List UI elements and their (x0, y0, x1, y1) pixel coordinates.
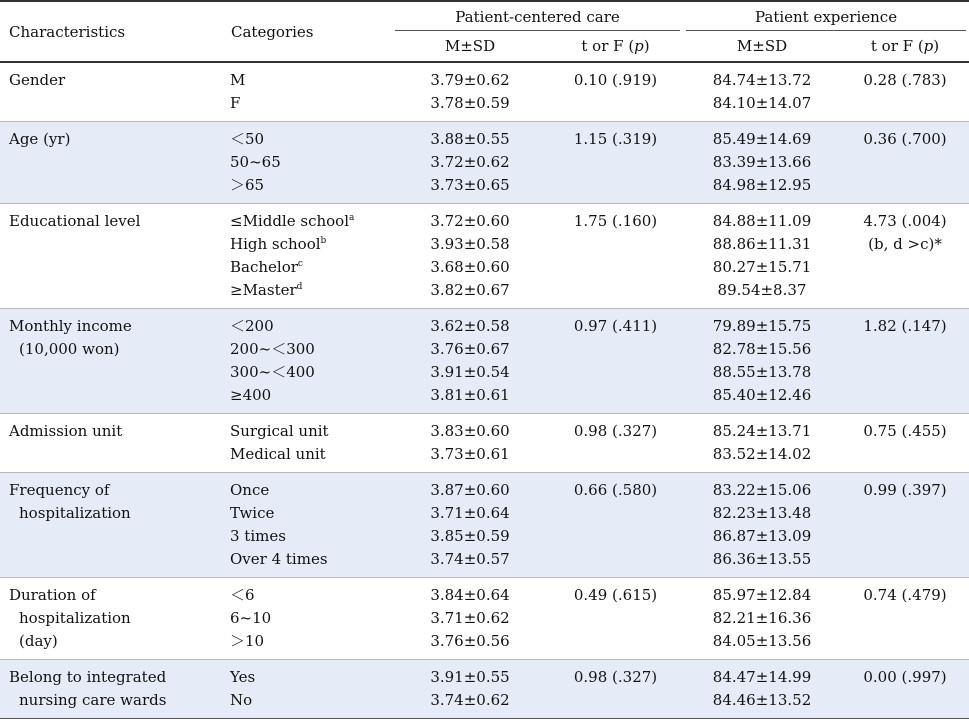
pe-stat-cell (841, 204, 969, 309)
pcc-stat-cell (548, 414, 683, 473)
cell-text: 3.91±0.54 (430, 363, 510, 381)
cell-text: nursing care wards (19, 691, 167, 709)
cell-text: Belong to integrated (9, 668, 167, 686)
pe-stat-cell (841, 414, 969, 473)
pe-stat-cell (841, 122, 969, 204)
cell-text: 84.10±14.07 (712, 94, 812, 112)
table-row (0, 309, 969, 414)
pcc-stat-cell (548, 62, 683, 122)
category-cell (222, 414, 392, 473)
table-row (0, 62, 969, 122)
pcc-msd-cell (392, 309, 548, 414)
cell-text: 6~10 (230, 609, 272, 627)
cell-text: 3.68±0.60 (430, 258, 510, 276)
cell-text: (day) (19, 632, 58, 650)
cell-text: 84.05±13.56 (712, 632, 812, 650)
pcc-stat-cell (548, 578, 683, 660)
category-superscript: d (296, 282, 303, 292)
characteristic-cell (0, 473, 222, 578)
cell-text: 200~＜300 (230, 340, 315, 358)
cell-text: 82.23±13.48 (712, 504, 812, 522)
header-pcc-stat: t or F (p) (581, 37, 650, 55)
cell-text: 85.24±13.71 (712, 422, 812, 440)
cell-text: Bachelor (230, 258, 298, 276)
cell-text: 1.75 (.160) (573, 212, 658, 230)
cell-text: 0.75 (.455) (863, 422, 947, 440)
pcc-msd-cell (392, 414, 548, 473)
cell-text: 85.97±12.84 (712, 586, 812, 604)
category-superscript: c (297, 259, 303, 269)
header-characteristics: Characteristics (9, 22, 126, 41)
header-patient-experience (683, 1, 969, 31)
cell-text: (b, d >c)* (868, 235, 942, 253)
pcc-stat-cell (548, 660, 683, 719)
cell-text: 3.76±0.67 (430, 340, 510, 358)
pe-msd-cell (683, 660, 841, 719)
cell-text: 84.98±12.95 (712, 176, 812, 194)
pe-stat-cell (841, 578, 969, 660)
cell-text: 3.72±0.60 (430, 212, 510, 230)
cell-text: 3.62±0.58 (430, 317, 510, 335)
characteristic-cell (0, 204, 222, 309)
pe-stat-cell (841, 309, 969, 414)
cell-text: Monthly income (9, 317, 132, 335)
cell-text: 85.49±14.69 (712, 130, 812, 148)
table-row (0, 660, 969, 719)
cell-text: 84.74±13.72 (712, 71, 812, 89)
characteristic-cell (0, 309, 222, 414)
cell-text: 83.22±15.06 (712, 481, 812, 499)
cell-text: 3.71±0.62 (430, 609, 510, 627)
cell-text: hospitalization (19, 609, 131, 627)
category-cell (222, 309, 392, 414)
table-row (0, 414, 969, 473)
cell-text: No (230, 691, 253, 709)
cell-text: 88.86±11.31 (712, 235, 812, 253)
pcc-msd-cell (392, 62, 548, 122)
cell-text: ≤Middle school (230, 212, 349, 230)
cell-text: 82.21±16.36 (712, 609, 812, 627)
cell-text: 3.78±0.59 (430, 94, 510, 112)
pcc-stat-cell (548, 473, 683, 578)
cell-text: 3.79±0.62 (430, 71, 510, 89)
cell-text: 83.52±14.02 (712, 445, 812, 463)
cell-text: Admission unit (9, 422, 123, 440)
category-cell (222, 204, 392, 309)
cell-text: (10,000 won) (19, 340, 120, 358)
cell-text: 89.54±8.37 (717, 281, 807, 299)
cell-text: 3.85±0.59 (430, 527, 510, 545)
category-cell (222, 473, 392, 578)
header-patient-centered-care-label: Patient-centered care (455, 7, 620, 26)
cell-text: Gender (9, 71, 66, 89)
characteristic-cell (0, 414, 222, 473)
cell-text: 86.87±13.09 (712, 527, 812, 545)
cell-text: 3.72±0.62 (430, 153, 510, 171)
cell-text: Age (yr) (9, 130, 71, 148)
cell-text: 3.83±0.60 (430, 422, 510, 440)
cell-text: ≥Master (230, 281, 297, 299)
cell-text: High school (230, 235, 321, 253)
cell-text: Educational level (9, 212, 141, 230)
characteristic-cell (0, 62, 222, 122)
header-pcc-msd: M±SD (444, 37, 496, 55)
cell-text: 82.78±15.56 (712, 340, 812, 358)
cell-text: 0.28 (.783) (863, 71, 947, 89)
cell-text: 85.40±12.46 (712, 386, 812, 404)
pe-msd-cell (683, 414, 841, 473)
table-body (0, 62, 969, 719)
cell-text: 79.89±15.75 (712, 317, 812, 335)
cell-text: 0.10 (.919) (573, 71, 658, 89)
pe-msd-cell (683, 473, 841, 578)
cell-text: 50~65 (230, 153, 281, 171)
cell-text: F (230, 94, 241, 112)
cell-text: 86.36±13.55 (712, 550, 812, 568)
category-cell (222, 660, 392, 719)
cell-text: 80.27±15.71 (712, 258, 812, 276)
header-pe-stat: t or F (p) (870, 37, 940, 55)
cell-text: Over 4 times (230, 550, 328, 568)
pcc-stat-cell (548, 122, 683, 204)
cell-text: 0.99 (.397) (863, 481, 947, 499)
cell-text: ＞65 (230, 176, 265, 194)
cell-text: Yes (230, 668, 256, 686)
cell-text: 3.87±0.60 (430, 481, 510, 499)
pe-msd-cell (683, 578, 841, 660)
cell-text: 3.82±0.67 (430, 281, 510, 299)
table-row (0, 473, 969, 578)
category-cell (222, 578, 392, 660)
pcc-msd-cell (392, 578, 548, 660)
cell-text: 0.98 (.327) (573, 668, 658, 686)
cell-text: ＜6 (230, 586, 255, 604)
category-superscript: a (349, 213, 355, 223)
cell-text: 3.74±0.57 (430, 550, 510, 568)
cell-text: Duration of (9, 586, 96, 604)
cell-text: 1.82 (.147) (863, 317, 947, 335)
pe-stat-cell (841, 660, 969, 719)
cell-text: 3.84±0.64 (430, 586, 510, 604)
header-patient-centered-care (392, 1, 683, 31)
pe-stat-cell (841, 473, 969, 578)
pe-msd-cell (683, 309, 841, 414)
cell-text: 3.74±0.62 (430, 691, 510, 709)
cell-text: 3.76±0.56 (430, 632, 510, 650)
pcc-stat-cell (548, 309, 683, 414)
pe-msd-cell (683, 122, 841, 204)
cell-text: ＞10 (230, 632, 265, 650)
characteristic-cell (0, 122, 222, 204)
cell-text: 0.36 (.700) (863, 130, 947, 148)
pe-stat-cell (841, 62, 969, 122)
cell-text: 0.98 (.327) (573, 422, 658, 440)
cell-text: 3.73±0.65 (430, 176, 510, 194)
cell-text: 3.71±0.64 (430, 504, 510, 522)
pcc-msd-cell (392, 122, 548, 204)
category-cell (222, 62, 392, 122)
pcc-msd-cell (392, 473, 548, 578)
pcc-msd-cell (392, 660, 548, 719)
cell-text: ＜200 (230, 317, 274, 335)
pe-msd-cell (683, 204, 841, 309)
pcc-stat-cell (548, 204, 683, 309)
cell-text: 3.73±0.61 (430, 445, 510, 463)
cell-text: 3.93±0.58 (430, 235, 510, 253)
cell-text: 0.00 (.997) (863, 668, 947, 686)
table-row (0, 204, 969, 309)
table-row (0, 122, 969, 204)
cell-text: Surgical unit (230, 422, 329, 440)
characteristic-cell (0, 660, 222, 719)
cell-text: 83.39±13.66 (712, 153, 812, 171)
header-patient-experience-label: Patient experience (754, 7, 898, 26)
cell-text: 3 times (230, 527, 286, 545)
cell-text: ≥400 (230, 386, 272, 404)
header-categories: Categories (231, 22, 314, 41)
cell-text: 0.49 (.615) (573, 586, 658, 604)
cell-text: 0.97 (.411) (573, 317, 658, 335)
header-pe-msd: M±SD (736, 37, 788, 55)
table-row (0, 578, 969, 660)
cell-text: 84.88±11.09 (712, 212, 812, 230)
cell-text: Twice (230, 504, 275, 522)
cell-text: 0.66 (.580) (573, 481, 658, 499)
cell-text: hospitalization (19, 504, 131, 522)
pe-msd-cell (683, 62, 841, 122)
cell-text: 3.81±0.61 (430, 386, 510, 404)
cell-text: 3.88±0.55 (430, 130, 510, 148)
table-header (0, 1, 969, 62)
pcc-msd-cell (392, 204, 548, 309)
cell-text: 88.55±13.78 (712, 363, 812, 381)
cell-text: Once (230, 481, 270, 499)
cell-text: 84.46±13.52 (712, 691, 812, 709)
cell-text: ＜50 (230, 130, 265, 148)
cell-text: M (230, 71, 246, 89)
cell-text: Medical unit (230, 445, 326, 463)
cell-text: 300~＜400 (230, 363, 315, 381)
cell-text: 3.91±0.55 (430, 668, 510, 686)
category-superscript: b (320, 236, 327, 246)
cell-text: 0.74 (.479) (863, 586, 947, 604)
cell-text: 4.73 (.004) (863, 212, 947, 230)
cell-text: 1.15 (.319) (573, 130, 658, 148)
characteristic-cell (0, 578, 222, 660)
cell-text: Frequency of (9, 481, 110, 499)
category-cell (222, 122, 392, 204)
footnote-mark (10, 688, 24, 689)
cell-text: 84.47±14.99 (712, 668, 812, 686)
